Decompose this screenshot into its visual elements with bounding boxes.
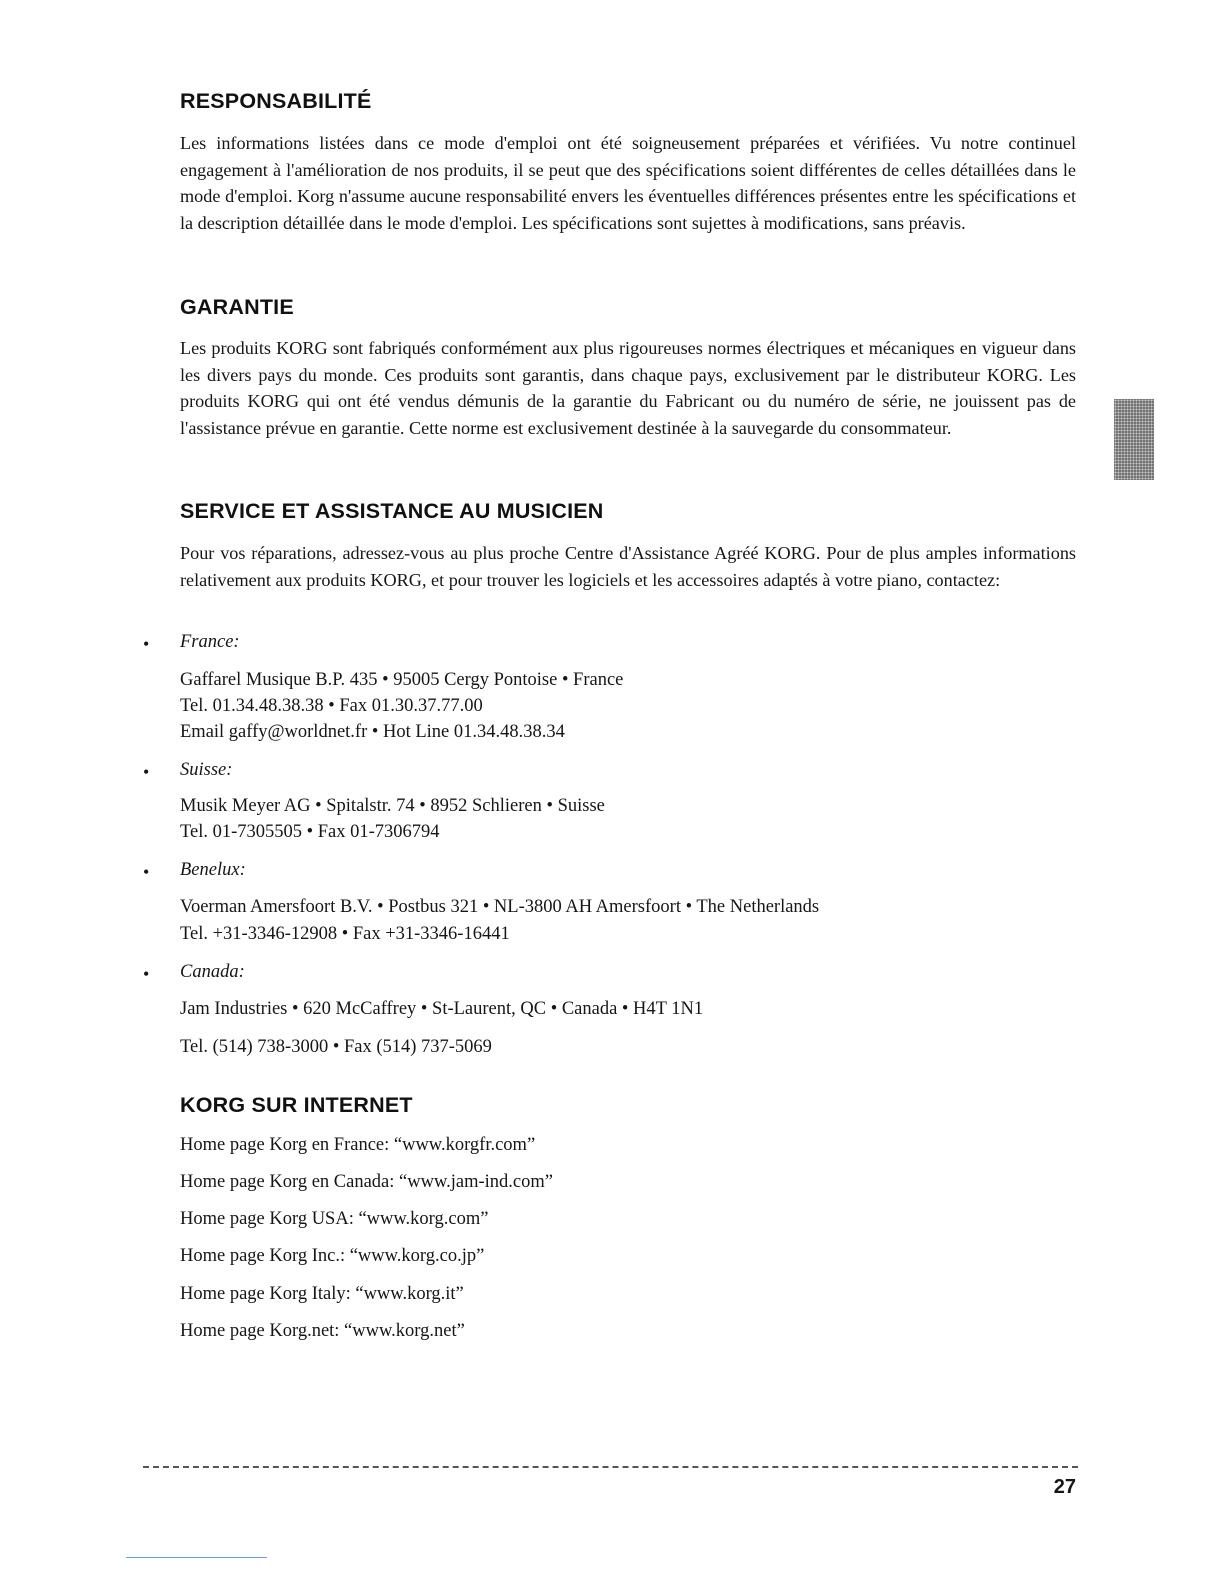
canada-address: Jam Industries • 620 McCaffrey • St-Laurent, QC • Canada • H4T 1N1	[180, 999, 704, 1019]
country-canada: Canada:	[180, 962, 245, 982]
bullet-france: •	[143, 634, 150, 654]
bullet-canada: •	[143, 964, 150, 984]
website-usa: Home page Korg USA: “www.korg.com”	[180, 1209, 489, 1229]
paragraph-service: Pour vos réparations, adressez-vous au plus proche Centre d'Assistance Agréé KORG. Pour de plus amples informations relativement aux produits KORG, et pour trouver les logiciels et les accessoires adaptés à votre piano, contactez:	[180, 543, 1076, 590]
country-suisse: Suisse:	[180, 760, 233, 780]
country-benelux: Benelux:	[180, 860, 246, 880]
heading-garantie: GARANTIE	[180, 295, 294, 319]
france-address: Gaffarel Musique B.P. 435 • 95005 Cergy Pontoise • France	[180, 670, 624, 690]
website-korg-inc: Home page Korg Inc.: “www.korg.co.jp”	[180, 1246, 485, 1266]
website-italy: Home page Korg Italy: “www.korg.it”	[180, 1284, 464, 1304]
heading-service: SERVICE ET ASSISTANCE AU MUSICIEN	[180, 499, 604, 523]
bullet-benelux: •	[143, 862, 150, 882]
paragraph-garantie: Les produits KORG sont fabriqués conformément aux plus rigoureuses normes électriques et mécaniques en vigueur dans les divers pays du monde. Ces produits sont garantis, dans chaque pays, exclusivement par le distributeur KORG. Les produits KORG qui ont été vendus démunis de la garantie du Fabricant ou du numéro de série, ne jouissent pas de l'assistance prévue en garantie. Cette norme est exclusivement destinée à la sauvegarde du consommateur.	[180, 338, 1076, 438]
canada-phone: Tel. (514) 738-3000 • Fax (514) 737-5069	[180, 1037, 492, 1057]
benelux-address: Voerman Amersfoort B.V. • Postbus 321 • NL-3800 AH Amersfoort • The Netherlands	[180, 897, 820, 917]
paragraph-responsabilite: Les informations listées dans ce mode d'emploi ont été soigneusement préparées et vérifiées. Vu notre continuel engagement à l'amélioration de nos produits, il se peut que des spécifications soient différentes de celles détaillées dans le mode d'emploi. Korg n'assume aucune responsabilité envers les éventuelles différences présentes entre les spécifications et la description détaillée dans le mode d'emploi. Les spécifications sont sujettes à modifications, sans préavis.	[180, 133, 1076, 233]
heading-internet: KORG SUR INTERNET	[180, 1093, 413, 1117]
suisse-phone: Tel. 01-7305505 • Fax 01-7306794	[180, 822, 440, 842]
bottom-left-rule	[126, 1557, 267, 1558]
france-phone: Tel. 01.34.48.38.38 • Fax 01.30.37.77.00	[180, 696, 483, 716]
suisse-address: Musik Meyer AG • Spitalstr. 74 • 8952 Schlieren • Suisse	[180, 796, 605, 816]
website-canada: Home page Korg en Canada: “www.jam-ind.com”	[180, 1172, 553, 1192]
website-korg-net: Home page Korg.net: “www.korg.net”	[180, 1321, 465, 1341]
website-france: Home page Korg en France: “www.korgfr.com”	[180, 1135, 536, 1155]
bullet-suisse: •	[143, 762, 150, 782]
footer-dashed-rule	[143, 1466, 1078, 1468]
page-number: 27	[1053, 1476, 1076, 1498]
france-email: Email gaffy@worldnet.fr • Hot Line 01.34.48.38.34	[180, 722, 565, 742]
benelux-phone: Tel. +31-3346-12908 • Fax +31-3346-16441	[180, 924, 510, 944]
section-thumb-tab	[1114, 399, 1154, 480]
heading-responsabilite: RESPONSABILITÉ	[180, 89, 372, 113]
country-france: France:	[180, 632, 240, 652]
